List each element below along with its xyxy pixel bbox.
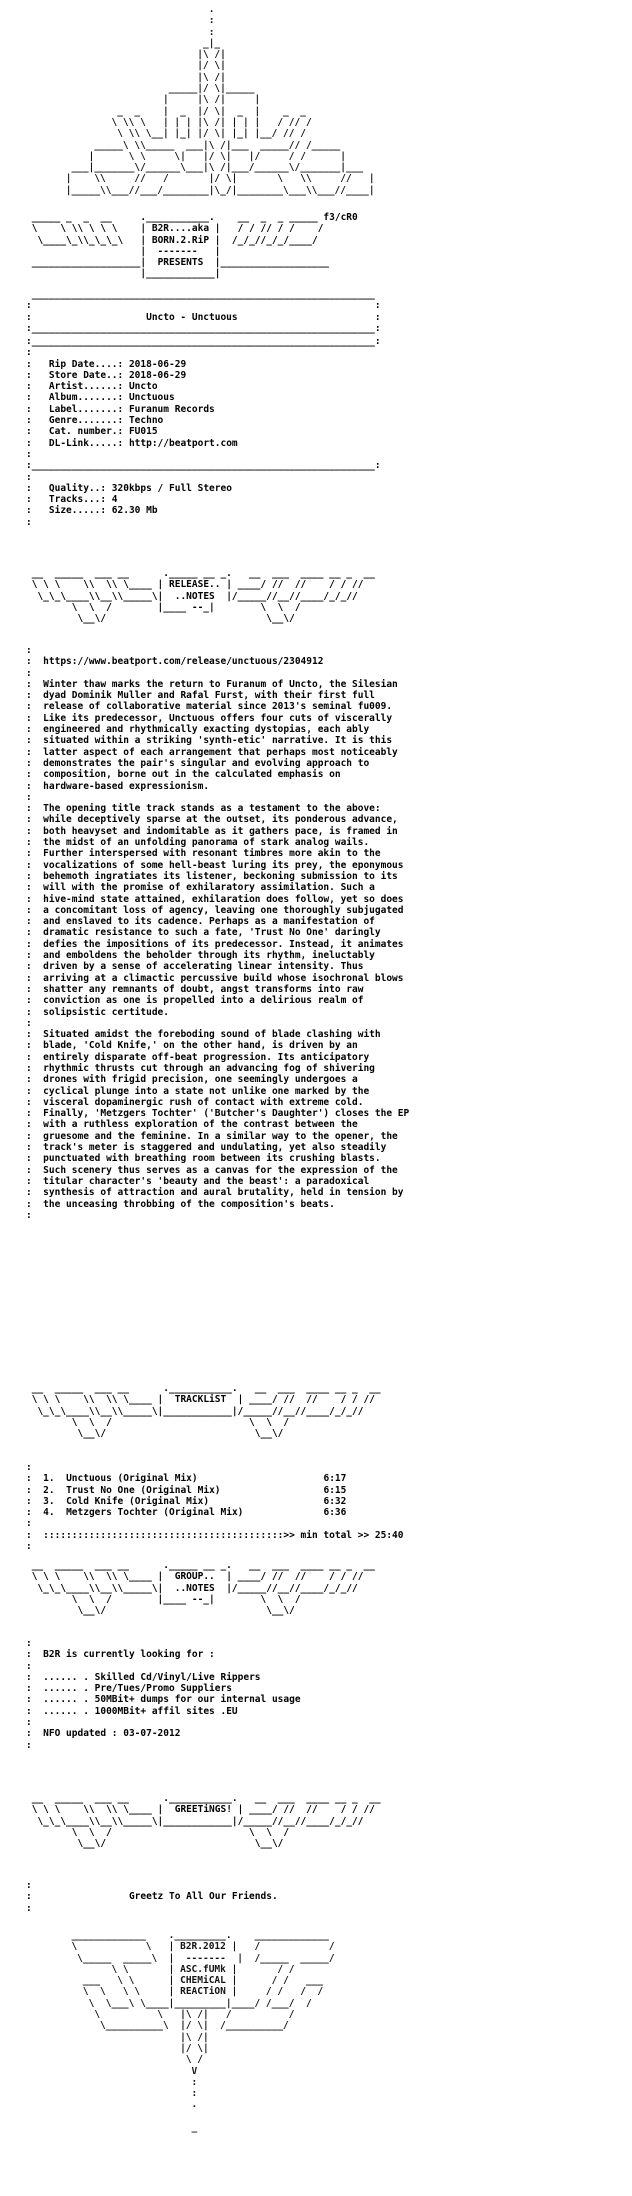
group-alias: BORN.2.RiP	[151, 234, 210, 246]
label: Label.......: Furanum Records	[48, 403, 215, 415]
artist-tag: f3/cR0	[323, 212, 358, 223]
footer-ascii-logo: _____________ ._________. _____________ \ \ | B2R.2012 | / / \_____ _____\ | ------- | /_____ _____/ \ \ | ASC.fUMk | / / ___ \ \ | CHEMiCAL | / / ___ \ \ \ \ | REACTiON | / / / / \ \___\ \____|_________|____/ /___/ / \ \ |\ /| / / \__________\ |/ \| /__________/ |\ /| |/ \| \ / V : : . _	[71, 1930, 335, 2134]
group-items: : ...... . Skilled Cd/Vinyl/Live Rippers : ...... . Pre/Tues/Promo Suppliers : ...... . 50MBit+ dumps for our internal usage : ...... . 1000MBit+ affil sites .EU	[26, 1671, 301, 1717]
track-time: 6:36	[323, 1507, 347, 1519]
paragraph-line: Winter thaw marks the return to Furanum of Uncto, the Silesian	[43, 678, 398, 690]
group-item: ...... . Pre/Tues/Promo Suppliers	[43, 1683, 232, 1695]
group-item: ...... . Skilled Cd/Vinyl/Live Rippers	[43, 1671, 261, 1683]
paragraph-line: arriving at a climactic percussive build whose isochronal blows	[43, 972, 404, 984]
paragraph-line: release of collaborative material since 2013's seminal fu009.	[43, 701, 393, 713]
paragraph-line: hardware-based expressionism.	[43, 780, 210, 792]
paragraph-line: The opening title track stands as a testament to the above:	[43, 803, 381, 815]
release-url[interactable]: https://www.beatport.com/release/unctuous/2304912	[43, 656, 324, 668]
paragraph-line: drones with frigid precision, one seemingly undergoes a	[43, 1074, 358, 1086]
paragraph-line: a concomitant loss of agency, leaving one thoroughly subjugated	[43, 904, 404, 916]
paragraph-line: Finally, 'Metzgers Tochter' ('Butcher's Daughter') closes the EP	[43, 1108, 410, 1120]
genre: Genre.......: Techno	[48, 415, 164, 427]
paragraph-line: while deceptively sparse at the outset, its ponderous advance,	[43, 814, 398, 826]
paragraph-line: Such scenery thus serves as a canvas for the expression of the	[43, 1164, 398, 1176]
group-name: B2R....aka	[151, 223, 210, 235]
paragraph-line: situated within a striking 'synth-etic' narrative. It is this	[43, 735, 393, 747]
release-title-block: ____________________________________________________________ : : : Uncto - Unctuous : :____________________________________________________________:	[26, 289, 381, 334]
paragraph-line: conviction as one is propelled into a delirious realm of	[43, 995, 364, 1007]
paragraph-line: entirely disparate off-beat progression. Its anticipatory	[43, 1051, 370, 1063]
paragraph-line: demonstrates the pair's singular and evolving approach to	[43, 757, 370, 769]
greetings-heading: GREETiNGS!	[174, 1804, 232, 1816]
dl-link: DL-Link.....: http://beatport.com	[48, 437, 238, 449]
paragraph-line: composition, borne out in the calculated emphasis on	[43, 769, 341, 781]
paragraph-line: engineered and rhythmically exacting dystopias, each ably	[43, 724, 370, 736]
paragraph-line: shatter any remnants of doubt, angst transforms into raw	[43, 983, 364, 995]
paragraph-line: with a ruthless exploration of the contrast between the	[43, 1119, 358, 1131]
paragraph-2: : The opening title track stands as a testament to the above: : while deceptively sparse at the outset, its ponderous advance, : both heavyset and indomitable as it gathers pace, is framed in : the midst of an unfolding panorama of stark analog wails. : Further interspersed with resonant timbres more akin to the : vocalizations of some hell-beast luring its prey, the eponymous : behemoth ingratiates its listener, beckoning submission to its : will with the promise of exhilaratory assimilation. Such a : hive-mind state attained, exhilaration does follow, yet so does : a concomitant loss of agency, leaving one thoroughly subjugated : and enslaved to its cadence. Perhaps as a manifestation of : dramatic resistance to such a fate, 'Trust No One' daringly : defies the impositions of its predecessor. Instead, it animates : and emboldens the beholder through its rhythm, ineluctably : driven by a sense of accelerating linear intensity. Thus : arriving at a climactic percussive build whose isochronal blows : shatter any remnants of doubt, angst transforms into raw : conviction as one is propelled into a delirious realm of : solipsistic certitude.	[26, 803, 404, 1018]
rip-date: Rip Date....: 2018-06-29	[48, 358, 187, 370]
track-title: Metzgers Tochter (Original Mix)	[66, 1507, 244, 1519]
track-title: Trust No One (Original Mix)	[66, 1484, 221, 1496]
track-number: 4.	[43, 1507, 55, 1519]
paragraph-line: behemoth ingratiates its listener, beckoning submission to its	[43, 870, 398, 882]
paragraph-line: Situated amidst the foreboding sound of blade clashing with	[43, 1029, 381, 1041]
tracks-count: Tracks...: 4	[48, 494, 118, 506]
paragraph-line: synthesis of attraction and aural brutality, held in tension by	[43, 1187, 404, 1199]
cat-number: Cat. number.: FU015	[48, 426, 158, 438]
track-number: 3.	[43, 1495, 55, 1507]
paragraph-line: Further interspersed with resonant timbres more akin to the	[43, 848, 381, 860]
track-list: : 1. Unctuous (Original Mix) 6:17 : 2. Trust No One (Original Mix) 6:15 : 3. Cold Knife (Original Mix) 6:32 : 4. Metzgers Tochter (Original Mix) 6:36	[26, 1473, 347, 1519]
track-time: 6:15	[323, 1484, 347, 1496]
nfo-updated: NFO updated : 03-07-2012	[43, 1728, 181, 1740]
notes-heading-2: ..NOTES	[174, 590, 215, 602]
paragraph-line: rhythmic thrusts cut through an advancing fog of shivering	[43, 1062, 375, 1074]
paragraph-line: visceral dopaminergic rush of contact with extreme cold.	[43, 1096, 364, 1108]
paragraph-line: the midst of an unfolding panorama of stark analog wails.	[43, 837, 370, 849]
paragraph-line: both heavyset and indomitable as it gathers pace, is framed in	[43, 825, 398, 837]
paragraph-line: the unceasing throbbing of the composition's beats.	[43, 1198, 335, 1210]
paragraph-line: defies the impositions of its predecessor. Instead, it animates	[43, 938, 404, 950]
paragraph-line: will with the promise of exhilaratory assimilation. Such a	[43, 882, 375, 894]
group-looking: B2R is currently looking for :	[43, 1649, 215, 1661]
group-heading-1: GROUP..	[174, 1571, 215, 1583]
quality: Quality..: 320kbps / Full Stereo	[48, 482, 232, 494]
release-notes-body: : : https://www.beatport.com/release/unctuous/2304912 : : Winter thaw marks the return to Furanum of Uncto, the Silesian : dyad Dominik Muller and Rafal Furst, with their first full : release of collaborative material since 2013's seminal fu009. : Like its predecessor, Unctuous offers four cuts of viscerally : engineered and rhythmically exacting dystopias, each ably : situated within a striking 'synth-etic' narrative. It is this : latter aspect of each arrangement that perhaps most noticeably : demonstrates the pair's singular and evolving approach to : composition, borne out in the calculated emphasis on : hardware-based expressionism. : : The opening title track stands as a testament to the above: : while deceptively sparse at the outset, its ponderous advance, : both heavyset and indomitable as it gathers pace, is framed in : the midst of an unfolding panorama of stark analog wails. : Further interspersed with resonant timbres more akin to the : vocalizations of some hell-beast luring its prey, the eponymous : behemoth ingratiates its listener, beckoning submission to its : will with the promise of exhilaratory assimilation. Such a : hive-mind state attained, exhilaration does follow, yet so does : a concomitant loss of agency, leaving one thoroughly subjugated : and enslaved to its cadence. Perhaps as a manifestation of : dramatic resistance to such a fate, 'Trust No One' daringly : defies the impositions of its predecessor. Instead, it animates : and emboldens the beholder through its rhythm, ineluctably : driven by a sense of accelerating linear intensity. Thus : arriving at a climactic percussive build whose isochronal blows : shatter any remnants of doubt, angst transforms into raw : conviction as one is propelled into a delirious realm of : solipsistic certitude. : : Situated amidst the foreboding sound of blade clashing with : blade, 'Cold Knife,' on the other hand, is driven by an : entirely disparate off-beat progression. Its anticipatory : rhythmic thrusts cut through an advancing fog of shivering : drones with frigid precision, one seemingly undergoes a : cyclical plunge into a state not unlike one marked by the : visceral dopaminergic rush of contact with extreme cold. : Finally, 'Metzgers Tochter' ('Butcher's Daughter') closes the EP : with a ruthless exploration of the contrast between the : gruesome and the feminine. In a similar way to the opener, the : track's meter is staggered and undulating, yet also steadily : punctuated with breathing room between its crushing blasts. : Such scenery thus serves as a canvas for the expression of the : titular character's 'beauty and the beast': a paradoxical : synthesis of attraction and aural brutality, held in tension by : the unceasing throbbing of the composition's beats. :	[26, 645, 410, 1221]
track-title: Cold Knife (Original Mix)	[66, 1495, 210, 1507]
greetings-header: __ _____ ___ __ .___________. __ ___ ____ __ _ __ \ \ \ \\ \\ \____ | GREETiNGS! | ____/ // // / / // \_\_\____\\__\\_____\|____________|/_____//__//____/_/_// \ \ / \ \ / \__\/ \__\/	[31, 1793, 381, 1850]
paragraph-line: solipsistic certitude.	[43, 1006, 170, 1018]
group-notes-header: __ _____ ___ __ ._____ __ _. __ ___ ____ __ _ __ \ \ \ \\ \\ \____ | GROUP.. | ____/ // // / / // \_\_\____\\__\\_____\| ..NOTES |/_____//__//____/_/_// \ \ / |____ --_| \ \ / \__\/ \__\/	[31, 1560, 375, 1617]
tracklist-heading: TRACKLiST	[174, 1394, 227, 1406]
release-title: Uncto - Unctuous	[146, 311, 238, 323]
paragraph-line: titular character's 'beauty and the beast': a paradoxical	[43, 1175, 370, 1187]
paragraph-line: driven by a sense of accelerating linear intensity. Thus	[43, 961, 364, 973]
greetz-block: : : Greetz To All Our Friends. :	[26, 1880, 278, 1914]
release-notes-header: __ _____ ___ __ ._____ __ _. __ ___ ____ __ _ __ \ \ \ \\ \\ \____ | RELEASE.. | ____/ // // / / // \_\_\____\\__\\_____\| ..NOTES |/_____//__//____/_/_// \ \ / |____ --_| \ \ / \__\/ \__\/	[31, 568, 375, 625]
paragraph-line: gruesome and the feminine. In a similar way to the opener, the	[43, 1130, 398, 1142]
paragraph-line: and enslaved to its cadence. Perhaps as a manifestation of	[43, 916, 375, 928]
paragraph-line: latter aspect of each arrangement that perhaps most noticeably	[43, 746, 398, 758]
paragraph-line: cyclical plunge into a state not unlike one marked by the	[43, 1085, 370, 1097]
group-item: ...... . 1000MBit+ affil sites .EU	[43, 1705, 238, 1717]
top-ascii-logo: . : : _|_ |\ /| |/ \| |\ /| _____|/ \|_____ | |\ /| | _ _ | _ |/ \| _ | _ _ \ \\ \ | | | |\ /| | | | / // / \ \\ \__| |_| |/ \| |_| |__/ // / _____\ \\_____ ___|\ /|___ _____// /_____ | \ \ \| |/ \| |/ / / | ___|_______\/______\___|\ /|___/______\/_______|___ | \\ // / |/ \| \ \\ // | |_____\\___//___/________|\_/|________\___\\___//____|	[65, 4, 375, 196]
track-time: 6:32	[323, 1495, 347, 1507]
paragraph-line: vocalizations of some hell-beast luring its prey, the eponymous	[43, 859, 404, 871]
paragraph-3: : Situated amidst the foreboding sound of blade clashing with : blade, 'Cold Knife,' on the other hand, is driven by an : entirely disparate off-beat progression. Its anticipatory : rhythmic thrusts cut through an advancing fog of shivering : drones with frigid precision, one seemingly undergoes a : cyclical plunge into a state not unlike one marked by the : visceral dopaminergic rush of contact with extreme cold. : Finally, 'Metzgers Tochter' ('Butcher's Daughter') closes the EP : with a ruthless exploration of the contrast between the : gruesome and the feminine. In a similar way to the opener, the : track's meter is staggered and undulating, yet also steadily : punctuated with breathing room between its crushing blasts. : Such scenery thus serves as a canvas for the expression of the : titular character's 'beauty and the beast': a paradoxical : synthesis of attraction and aural brutality, held in tension by : the unceasing throbbing of the composition's beats.	[26, 1029, 410, 1210]
tracklist-header: __ _____ ___ __ .___________. __ ___ ____ __ _ __ \ \ \ \\ \\ \____ | TRACKLiST | ____/ // // / / // \_\_\____\\__\\_____\|____________|/_____//__//____/_/_// \ \ / \ \ / \__\/ \__\/	[31, 1383, 381, 1440]
track-number: 2.	[43, 1484, 55, 1496]
footer-credit-2: CHEMiCAL	[180, 1975, 226, 1987]
footer-year: B2R.2012	[180, 1941, 226, 1953]
group-info: : : B2R is currently looking for : : : ...... . Skilled Cd/Vinyl/Live Rippers : ...... . Pre/Tues/Promo Suppliers : ...... . 50MBit+ dumps for our internal usage : ...... . 1000MBit+ affil sites .EU : : NFO updated : 03-07-2012 :	[26, 1638, 301, 1751]
header-banner: _____ _ _ __ .___________. __ _ _ _____ f3/cR0 \ \ \\ \ \ \ | B2R....aka | / / // / / / \____\_\\_\_\_\ | BORN.2.RiP | /_/_//_/_/____/ | ------- | ___________________| PRESENTS |___________________ |____________|	[26, 212, 358, 280]
paragraph-line: and emboldens the beholder through its rhythm, ineluctably	[43, 950, 375, 962]
album: Album.......: Unctuous	[48, 392, 175, 404]
paragraph-line: Like its predecessor, Unctuous offers four cuts of viscerally	[43, 712, 393, 724]
notes-heading-1: RELEASE..	[169, 579, 221, 591]
paragraph-1: : Winter thaw marks the return to Furanum of Uncto, the Silesian : dyad Dominik Muller and Rafal Furst, with their first full : release of collaborative material since 2013's seminal fu009. : Like its predecessor, Unctuous offers four cuts of viscerally : engineered and rhythmically exacting dystopias, each ably : situated within a striking 'synth-etic' narrative. It is this : latter aspect of each arrangement that perhaps most noticeably : demonstrates the pair's singular and evolving approach to : composition, borne out in the calculated emphasis on : hardware-based expressionism.	[26, 678, 398, 792]
paragraph-line: hive-mind state attained, exhilaration does follow, yet so does	[43, 893, 404, 905]
store-date: Store Date..: 2018-06-29	[48, 369, 187, 381]
presents-label: PRESENTS	[157, 257, 204, 269]
info-block: :____________________________________________________________: : : Rip Date....: 2018-06-29 : Store Date..: 2018-06-29 : Artist......: Uncto : Album.......: Unctuous : Label.......: Furanum Records : Genre.......: Techno : Cat. number.: FU015 : DL-Link.....: http://beatport.com : :____________________________________________________________: : : Quality..: 320kbps / Full Stereo : Tracks...: 4 : Size.....: 62.30 Mb :	[26, 336, 381, 528]
track-title: Unctuous (Original Mix)	[66, 1473, 198, 1485]
paragraph-line: dramatic resistance to such a fate, 'Trust No One' daringly	[43, 927, 381, 939]
artist: Artist......: Uncto	[48, 381, 158, 393]
footer-credit-3: REACTiON	[180, 1986, 226, 1998]
paragraph-line: blade, 'Cold Knife,' on the other hand, is driven by an	[43, 1040, 358, 1052]
paragraph-line: punctuated with breathing room between its crushing blasts.	[43, 1153, 381, 1165]
total-time: >> min total >> 25:40	[283, 1529, 404, 1541]
track-time: 6:17	[323, 1473, 347, 1485]
group-heading-2: ..NOTES	[174, 1582, 215, 1594]
tracklist: : : 1. Unctuous (Original Mix) 6:17 : 2. Trust No One (Original Mix) 6:15 : 3. Cold Knife (Original Mix) 6:32 : 4. Metzgers Tochter (Original Mix) 6:36 : : ::::::::::::::::::::::::::::::::::::::::::>> min total >> 25:40 :	[26, 1462, 404, 1553]
greetz-text: Greetz To All Our Friends.	[128, 1891, 278, 1903]
footer-credit-1: ASC.fUMk	[180, 1963, 226, 1975]
group-item: ...... . 50MBit+ dumps for our internal usage	[43, 1694, 301, 1706]
paragraph-line: track's meter is staggered and undulating, yet also steadily	[43, 1142, 387, 1154]
paragraph-line: dyad Dominik Muller and Rafal Furst, with their first full	[43, 690, 375, 702]
track-number: 1.	[43, 1473, 55, 1485]
size: Size.....: 62.30 Mb	[48, 505, 158, 517]
